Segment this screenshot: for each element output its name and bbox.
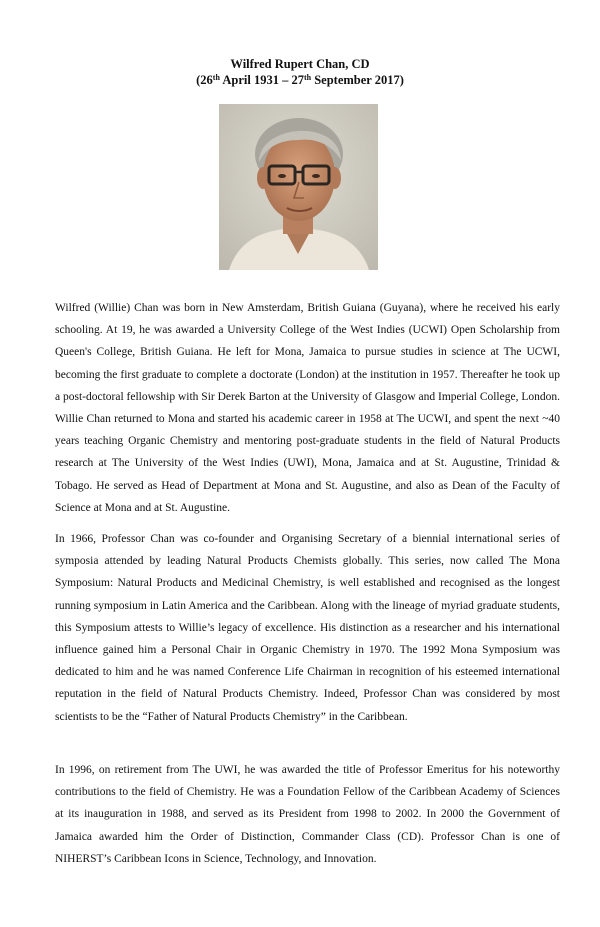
- birth-rest: April 1931 – 27: [219, 73, 304, 87]
- person-name: Wilfred Rupert Chan, CD: [230, 57, 370, 71]
- portrait-photo: [219, 104, 378, 270]
- page-title: [0, 56, 600, 72]
- paragraph-mona-symposium: In 1966, Professor Chan was co-founder and Organising Secretary of a biennial international series of symposia attended by leading Natural Products Chemists globally. This series, now called The Mona Symposium: Natural Products and Medicinal Chemistry, is well established and recognised as the longest running symposium in Latin America and the Caribbean. Along with the lineage of myriad graduate students, this Symposium attests to Willie’s legacy of excellence. His distinction as a researcher and his international influence gained him a Personal Chair in Organic Chemistry in 1970. The 1992 Mona Symposium was dedicated to him and he was named Conference Life Chairman in recognition of his esteemed international reputation in the field of Natural Products Chemistry. Indeed, Professor Chan was considered by most scientists to be the “Father of Natural Products Chemistry” in the Caribbean.: [55, 533, 560, 723]
- life-dates: [0, 72, 600, 88]
- birth-day: (26: [196, 73, 213, 87]
- death-rest: September 2017): [311, 73, 404, 87]
- right-ear: [329, 167, 341, 189]
- portrait-illustration: [219, 104, 378, 270]
- left-ear: [257, 167, 269, 189]
- paragraph-honours: In 1996, on retirement from The UWI, he was awarded the title of Professor Emeritus for his noteworthy contributions to the field of Chemistry. He was a Foundation Fellow of the Caribbean Academy of Sciences at its inauguration in 1988, and served as its President from 1998 to 2002. In 2000 the Government of Jamaica awarded him the Order of Distinction, Commander Class (CD). Professor Chan is one of NIHERST’s Caribbean Icons in Science, Technology, and Innovation.: [55, 764, 560, 865]
- right-eye: [312, 174, 320, 178]
- paragraph-early-life: Wilfred (Willie) Chan was born in New Amsterdam, British Guiana (Guyana), where he received his early schooling. At 19, he was awarded a University College of the West Indies (UCWI) Open Scholarship from Queen's College, British Guiana. He left for Mona, Jamaica to pursue studies in science at The UCWI, becoming the first graduate to complete a doctorate (London) at the institution in 1957. Thereafter he took up a post-doctoral fellowship with Sir Derek Barton at the University of Glasgow and Imperial College, London. Willie Chan returned to Mona and started his academic career in 1958 at The UCWI, and spent the next ~40 years teaching Organic Chemistry and mentoring post-graduate students in the field of Natural Products research at The University of the West Indies (UWI), Mona, Jamaica and at St. Augustine, Trinidad & Tobago. He served as Head of Department at Mona and St. Augustine, and also as Dean of the Faculty of Science at Mona and at St. Augustine.: [55, 302, 560, 514]
- birth-ordinal: th: [212, 73, 220, 82]
- left-eye: [278, 174, 286, 178]
- death-ordinal: th: [303, 73, 312, 82]
